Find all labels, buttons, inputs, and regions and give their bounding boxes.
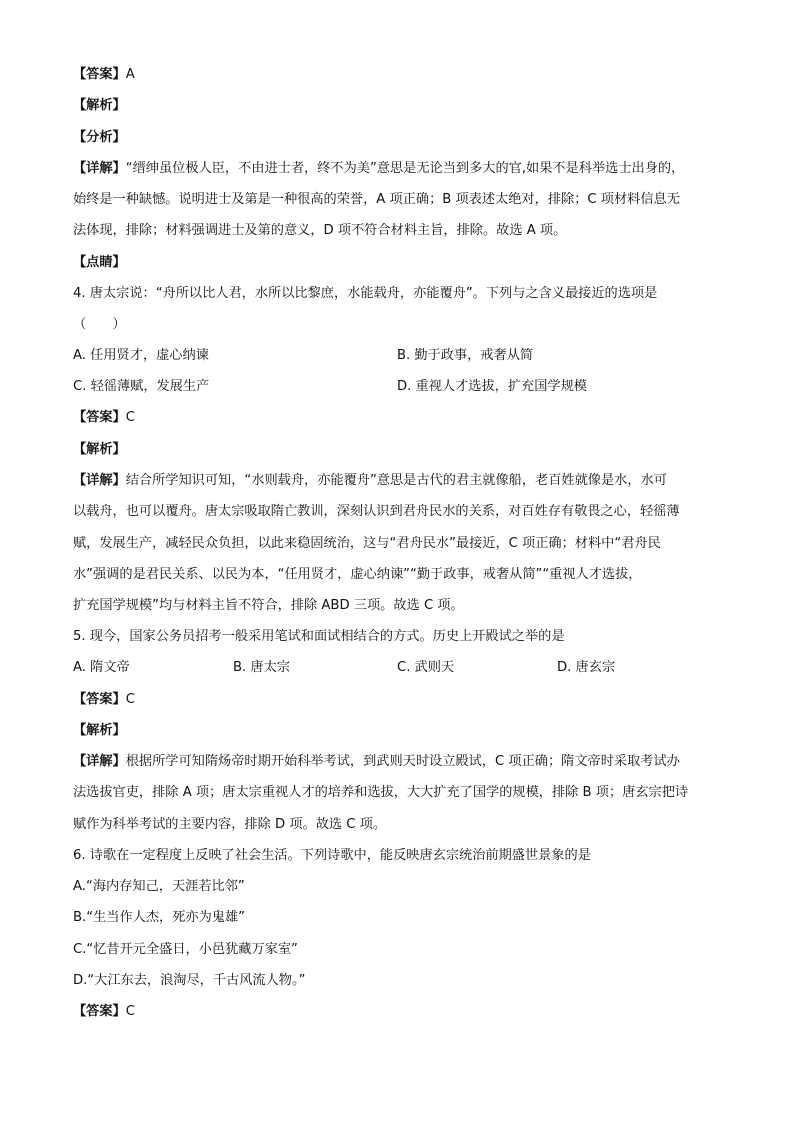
detail-text: 结合所学知识可知，“水则载舟，亦能覆舟”意思是古代的君主就像船，老百姓就像是水，水可: [125, 473, 667, 488]
q5-option-a: A. 隋文帝: [73, 660, 130, 675]
q5-detail-line-2: 法选拔官吏，排除 A 项；唐太宗重视人才的培养和选拔，大大扩充了国学的规模，排除 B 项；唐玄宗把诗: [73, 785, 689, 800]
q3-analysis-tag: 【解析】: [73, 98, 126, 113]
answer-value: A: [125, 67, 135, 82]
q6-option-a: A.“海内存知己，天涯若比邻”: [73, 879, 245, 894]
answer-tag: 【答案】: [73, 1004, 126, 1019]
answer-tag: 【答案】: [73, 692, 126, 707]
q3-detail-line-3: 法体现，排除；材料强调进士及第的意义，D 项不符合材料主旨，排除。故选 A 项。: [73, 223, 567, 238]
q6-stem: 6. 诗歌在一定程度上反映了社会生活。下列诗歌中，能反映唐玄宗统治前期盛世景象的是: [73, 848, 591, 863]
q5-answer-line: [73, 690, 733, 710]
q4-answer-line: [73, 408, 733, 428]
q6-option-c: C.“忆昔开元全盛日，小邑犹藏万家室”: [73, 942, 298, 957]
answer-value: C: [125, 1004, 135, 1019]
detail-tag: 【详解】: [73, 754, 126, 769]
q5-option-d: D. 唐玄宗: [557, 660, 616, 675]
q4-detail-line-4: 水”强调的是君民关系、以民为本，“任用贤才，虚心纳谏”“勤于政事，戒奢从简”“重视人才选拔，: [73, 567, 642, 582]
q4-detail-line-3: 赋，发展生产，减轻民众负担，以此来稳固统治，这与“君舟民水”最接近，C 项正确；材料中“君舟民: [73, 536, 661, 551]
q6-option-b: B.“生当作人杰，死亦为鬼雄”: [73, 910, 245, 925]
detail-text: 根据所学可知隋炀帝时期开始科举考试，到武则天时设立殿试，C 项正确；隋文帝时采取考试办: [125, 754, 680, 769]
q4-detail-line-1: [73, 471, 733, 491]
q3-detail-line-1: [73, 159, 733, 179]
q5-option-c: C. 武则天: [397, 660, 455, 675]
q5-stem: 5. 现今，国家公务员招考一般采用笔试和面试相结合的方式。历史上开殿试之举的是: [73, 629, 565, 644]
answer-tag: 【答案】: [73, 67, 126, 82]
q3-fenxi-tag: 【分析】: [73, 130, 126, 145]
q3-dianjing-tag: 【点睛】: [73, 255, 126, 270]
q6-option-d: D.“大江东去，浪淘尽，千古风流人物。”: [73, 973, 306, 988]
q4-stem: 4. 唐太宗说：“舟所以比人君，水所以比黎庶，水能载舟，亦能覆舟”。下列与之含义最接近的选项是: [73, 286, 658, 301]
detail-tag: 【详解】: [73, 473, 126, 488]
q5-detail-line-1: [73, 752, 733, 772]
q4-option-d: D. 重视人才选拔，扩充国学规模: [397, 379, 587, 394]
q4-analysis-tag: 【解析】: [73, 442, 126, 457]
q4-option-a: A. 任用贤才，虚心纳谏: [73, 348, 209, 363]
answer-tag: 【答案】: [73, 410, 126, 425]
q4-option-b: B. 勤于政事，戒奢从简: [397, 348, 534, 363]
q4-detail-line-5: 扩充国学规模”均与材料主旨不符合，排除 ABD 三项。故选 C 项。: [73, 598, 464, 613]
answer-value: C: [125, 692, 135, 707]
q4-bracket: （ ）: [73, 317, 126, 332]
detail-tag: 【详解】: [73, 161, 126, 176]
q6-answer-line: [73, 1002, 733, 1022]
q5-option-b: B. 唐太宗: [233, 660, 290, 675]
q5-analysis-tag: 【解析】: [73, 723, 126, 738]
q3-answer-line: [73, 65, 733, 85]
q4-option-c: C. 轻徭薄赋，发展生产: [73, 379, 210, 394]
q4-detail-line-2: 以载舟，也可以覆舟。唐太宗吸取隋亡教训，深刻认识到君舟民水的关系，对百姓存有敬畏之心，轻徭薄: [73, 504, 680, 519]
detail-text: “缙绅虽位极人臣，不由进士者，终不为美”意思是无论当到多大的官,如果不是科举选士出身的，: [125, 161, 685, 176]
q5-detail-line-3: 赋作为科举考试的主要内容，排除 D 项。故选 C 项。: [73, 817, 387, 832]
q3-detail-line-2: 始终是一种缺憾。说明进士及第是一种很高的荣誉，A 项正确；B 项表述太绝对，排除；C 项材料信息无: [73, 192, 680, 207]
answer-value: C: [125, 410, 135, 425]
